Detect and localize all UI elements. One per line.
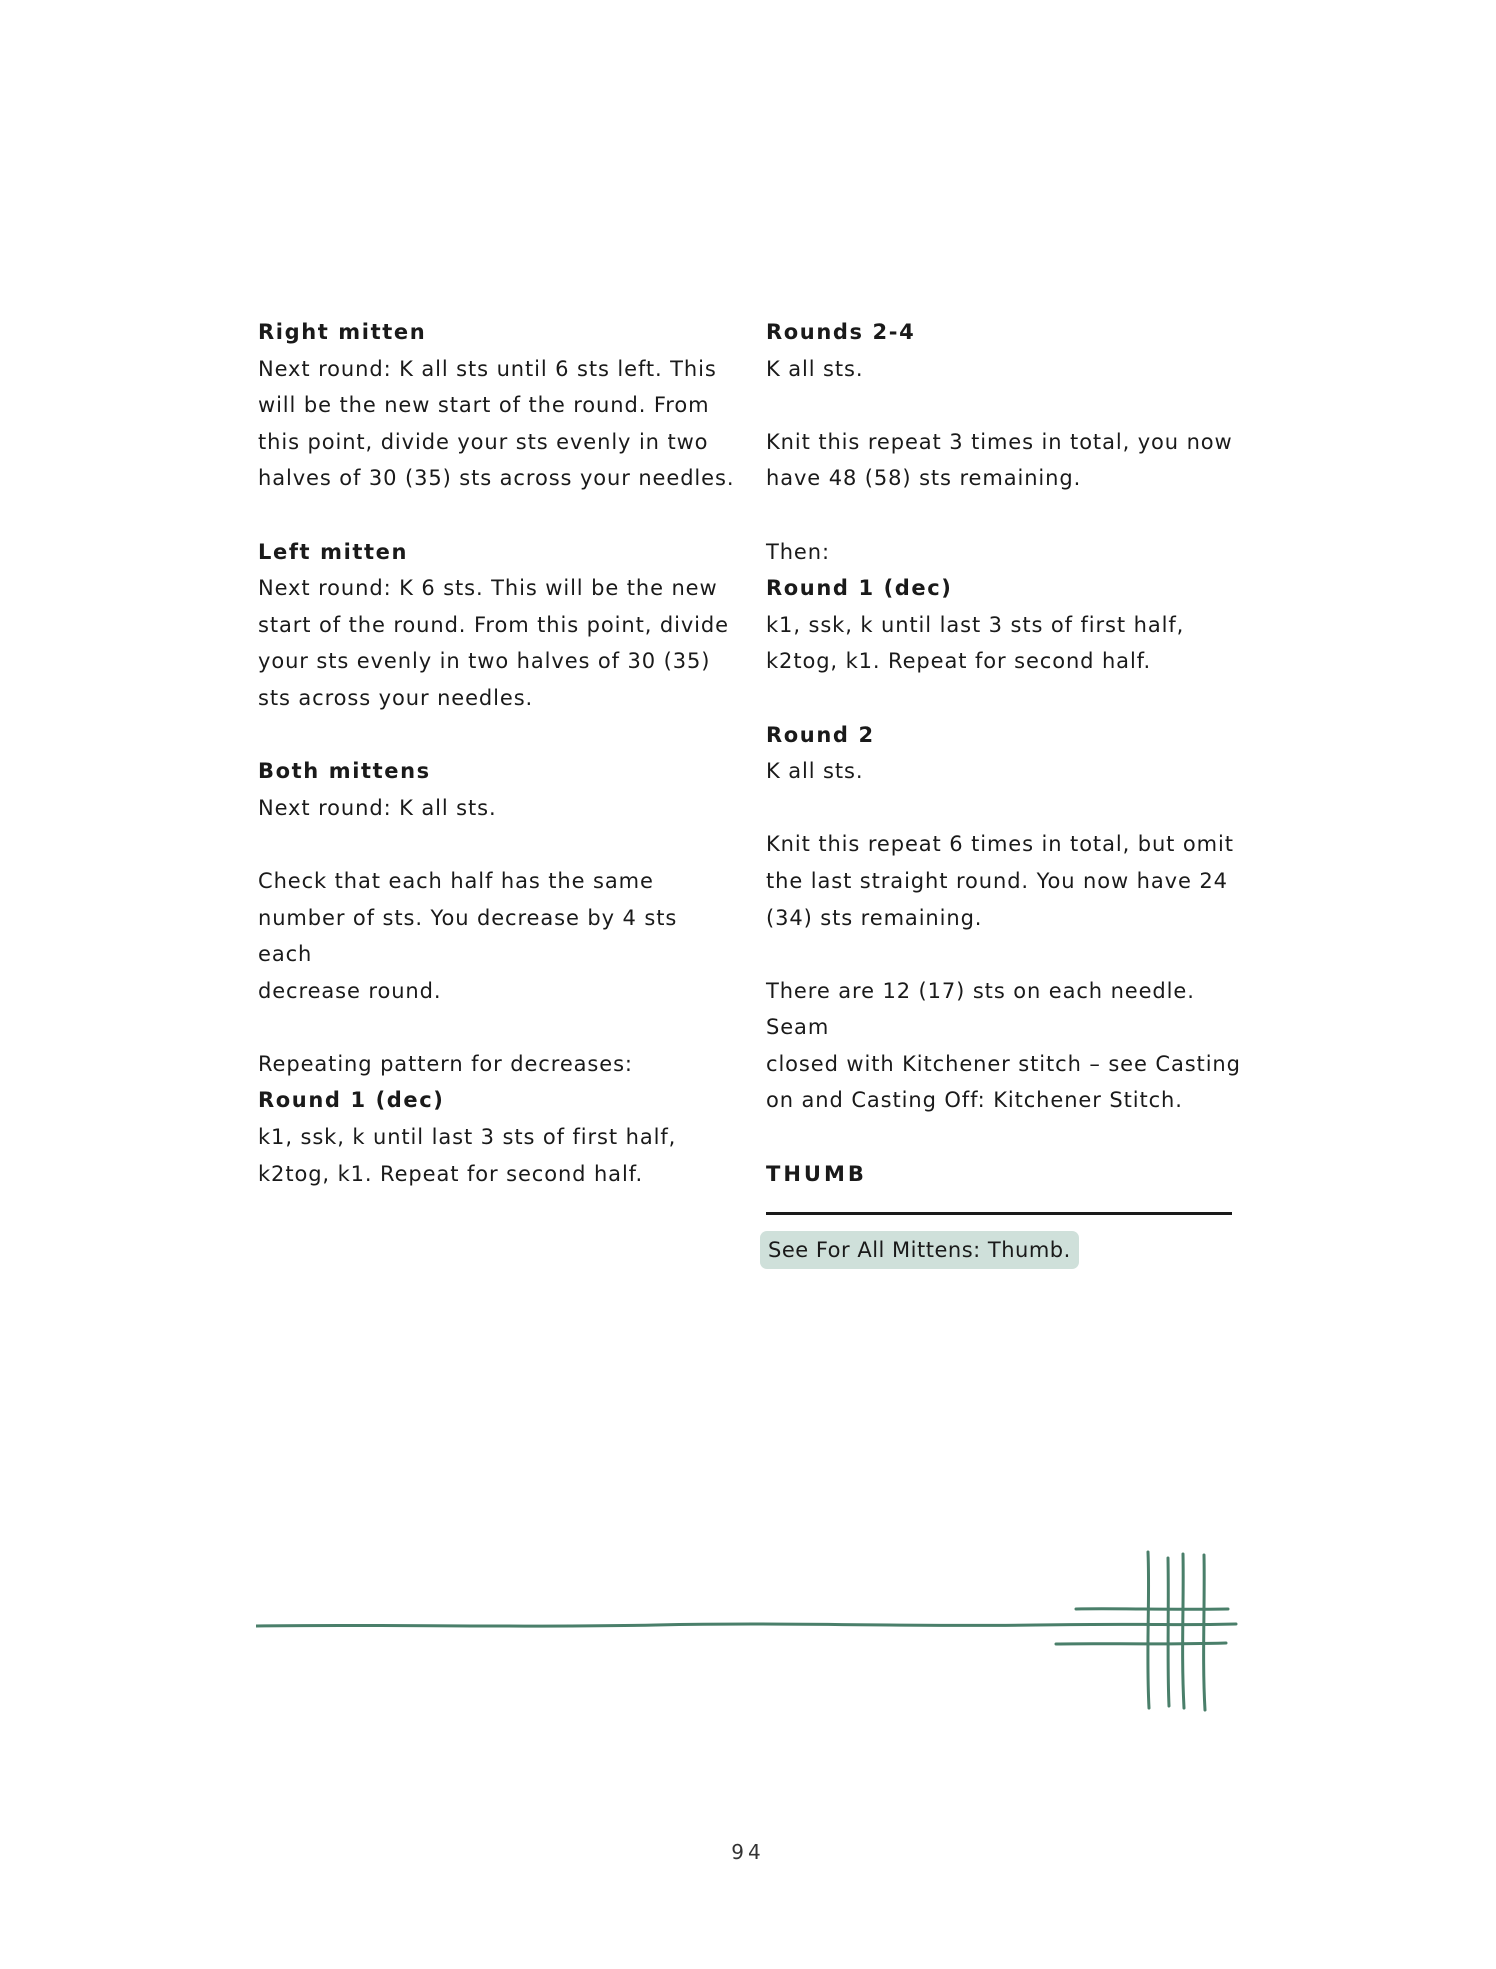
body-line: closed with Kitchener stitch – see Casting — [766, 1051, 1241, 1076]
body-line: start of the round. From this point, divide — [258, 612, 729, 637]
thumb-cross-reference-link[interactable]: See For All Mittens: Thumb. — [760, 1231, 1079, 1269]
body-line: this point, divide your sts evenly in two — [258, 429, 709, 454]
body-line: Next round: K 6 sts. This will be the new — [258, 576, 718, 601]
body-line: your sts evenly in two halves of 30 (35) — [258, 649, 711, 674]
round-2-heading: Round 2 — [766, 722, 875, 747]
round-1-dec-heading: Round 1 (dec) — [258, 1088, 445, 1113]
left-mitten-heading: Left mitten — [258, 539, 409, 564]
body-line: halves of 30 (35) sts across your needles. — [258, 466, 735, 491]
body-line: will be the new start of the round. From — [258, 393, 710, 418]
body-line: number of sts. You decrease by 4 sts each — [258, 905, 678, 967]
both-mittens-heading: Both mittens — [258, 759, 431, 784]
body-line: have 48 (58) sts remaining. — [766, 466, 1082, 491]
body-line: decrease round. — [258, 978, 442, 1003]
body-line: Check that each half has the same — [258, 868, 654, 893]
left-column — [258, 314, 738, 1192]
body-line: Next round: K all sts until 6 sts left. This — [258, 356, 717, 381]
repeating-intro: Repeating pattern for decreases: — [258, 1051, 633, 1076]
body-line: K all sts. — [766, 356, 864, 381]
body-line: the last straight round. You now have 24 — [766, 868, 1228, 893]
body-line: k1, ssk, k until last 3 sts of first half, — [766, 612, 1185, 637]
right-column — [766, 314, 1246, 1269]
right-mitten-heading: Right mitten — [258, 320, 427, 344]
body-line: K all sts. — [766, 759, 864, 784]
body-line: (34) sts remaining. — [766, 905, 983, 930]
thumb-section-heading: THUMB — [766, 1156, 1232, 1216]
rounds-2-4-heading: Rounds 2-4 — [766, 320, 916, 344]
body-line: There are 12 (17) sts on each needle. Seam — [766, 978, 1195, 1040]
round-1-dec-heading: Round 1 (dec) — [766, 576, 953, 601]
then-intro: Then: — [766, 539, 830, 564]
body-line: Knit this repeat 3 times in total, you now — [766, 429, 1233, 454]
body-line: on and Casting Off: Kitchener Stitch. — [766, 1088, 1183, 1113]
body-line: k1, ssk, k until last 3 sts of first half, — [258, 1125, 677, 1150]
body-line: k2tog, k1. Repeat for second half. — [258, 1161, 644, 1186]
body-line: sts across your needles. — [258, 685, 534, 710]
body-line: Knit this repeat 6 times in total, but omit — [766, 832, 1234, 857]
decorative-stitch-ornament — [256, 1380, 1246, 1720]
page-number: 94 — [731, 1840, 765, 1864]
body-line: k2tog, k1. Repeat for second half. — [766, 649, 1152, 674]
body-line: Next round: K all sts. — [258, 795, 497, 820]
